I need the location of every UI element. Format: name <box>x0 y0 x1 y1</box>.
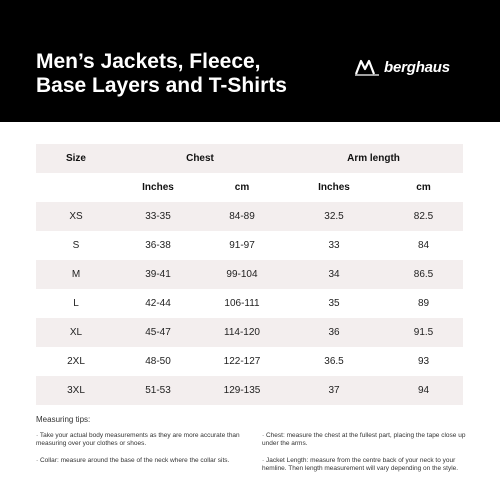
cell-arm-inches: 37 <box>328 385 340 396</box>
cell-chest-inches: 39-41 <box>145 269 171 280</box>
cell-arm-cm: 94 <box>417 385 430 396</box>
cell-arm-inches: 32.5 <box>324 211 344 222</box>
cell-chest-cm: 84-89 <box>229 211 255 222</box>
cell-chest-inches: 48-50 <box>145 356 171 367</box>
tips-right-column <box>262 432 466 482</box>
table-header-row <box>36 144 463 173</box>
size-table <box>36 144 463 405</box>
cell-size: S <box>72 240 80 251</box>
title-line-2: Base Layers and T-Shirts <box>36 74 287 97</box>
subheader-chest-cm: cm <box>234 182 250 193</box>
tips-columns <box>36 432 466 482</box>
measuring-tips <box>36 416 466 482</box>
cell-chest-cm: 106-111 <box>224 298 260 309</box>
col-chest-header: Chest <box>186 153 214 164</box>
header-banner <box>0 0 500 122</box>
col-size-header: Size <box>65 153 86 164</box>
cell-size: 2XL <box>67 356 85 367</box>
cell-arm-inches: 34 <box>328 269 340 280</box>
subheader-chest-inches: Inches <box>142 182 174 193</box>
cell-chest-inches: 36-38 <box>145 240 171 251</box>
brand-logo <box>354 58 450 76</box>
cell-chest-inches: 51-53 <box>145 385 171 396</box>
cell-arm-cm: 93 <box>417 356 430 367</box>
table-subheader-row <box>36 173 463 202</box>
cell-chest-inches: 42-44 <box>145 298 171 309</box>
brand-name: berghaus <box>384 58 450 76</box>
tip-item: · Take your actual body measurements as they are more accurate than measuring over your clothes or shoes. <box>36 432 240 448</box>
cell-chest-cm: 114-120 <box>224 327 260 338</box>
tip-item: · Chest: measure the chest at the fullest part, placing the tape close up under the arms. <box>262 432 466 448</box>
table-row <box>36 202 463 231</box>
cell-chest-cm: 129-135 <box>223 385 261 396</box>
tip-item: · Jacket Length: measure from the centre back of your neck to your hemline. Then length measurement will vary depending on the style. <box>262 457 466 473</box>
cell-arm-cm: 86.5 <box>413 269 434 280</box>
cell-size: 3XL <box>67 385 85 396</box>
cell-size: XS <box>69 211 83 222</box>
cell-arm-inches: 36.5 <box>324 356 344 367</box>
title-line-1: Men’s Jackets, Fleece, <box>36 50 261 73</box>
cell-chest-cm: 91-97 <box>229 240 255 251</box>
tips-left-column <box>36 432 240 482</box>
cell-chest-inches: 45-47 <box>145 327 171 338</box>
cell-size: M <box>71 269 81 280</box>
cell-chest-inches: 33-35 <box>145 211 171 222</box>
table-row <box>36 231 463 260</box>
cell-size: XL <box>69 327 83 338</box>
subheader-arm-inches: Inches <box>318 182 350 193</box>
cell-arm-inches: 35 <box>328 298 340 309</box>
table-row <box>36 289 463 318</box>
cell-arm-cm: 84 <box>417 240 430 251</box>
cell-arm-inches: 36 <box>328 327 340 338</box>
table-row <box>36 347 463 376</box>
cell-size: L <box>73 298 79 309</box>
tip-item: · Collar: measure around the base of the neck where the collar sits. <box>36 457 240 465</box>
col-arm-length-header: Arm length <box>347 153 400 164</box>
table-row <box>36 376 463 405</box>
tips-title: Measuring tips: <box>36 415 91 424</box>
berghaus-mountain-icon <box>354 58 380 76</box>
cell-arm-cm: 82.5 <box>413 211 434 222</box>
cell-arm-inches: 33 <box>328 240 340 251</box>
table-row <box>36 318 463 347</box>
cell-arm-cm: 89 <box>417 298 430 309</box>
subheader-arm-cm: cm <box>416 182 431 193</box>
page-title <box>36 50 287 98</box>
cell-arm-cm: 91.5 <box>413 327 434 338</box>
cell-chest-cm: 122-127 <box>223 356 261 367</box>
table-row <box>36 260 463 289</box>
cell-chest-cm: 99-104 <box>226 269 258 280</box>
